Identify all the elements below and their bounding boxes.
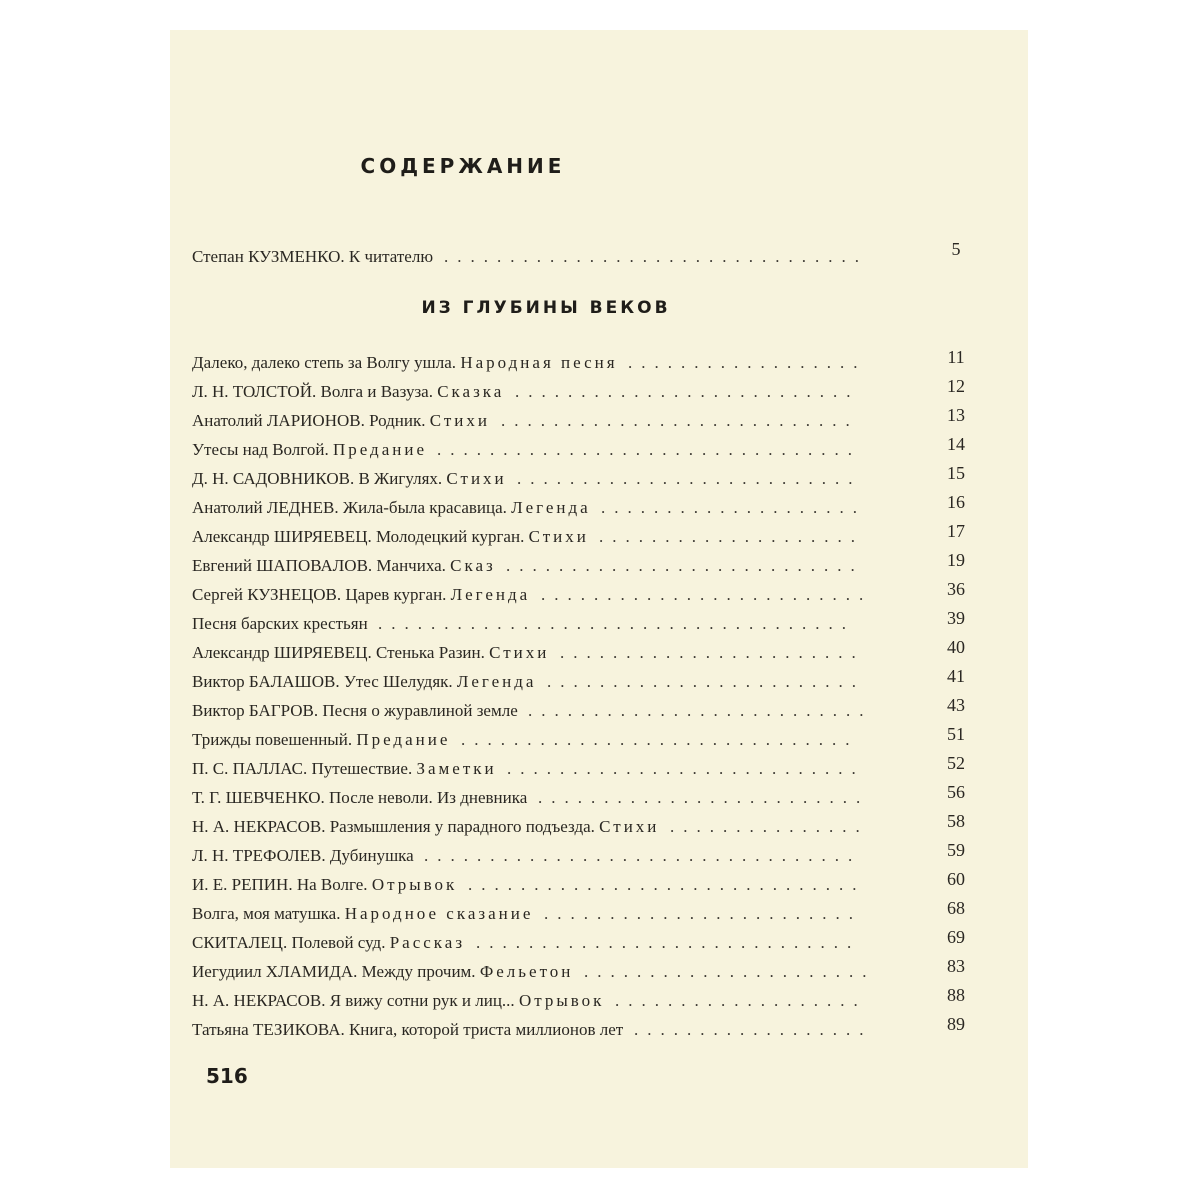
toc-entry (192, 898, 972, 927)
entry-genre: Фельетон (479, 962, 574, 981)
toc-entry-intro (192, 239, 972, 270)
entry-text (192, 901, 533, 927)
leader-dots: ................................ (437, 440, 861, 459)
toc-entry (192, 782, 972, 811)
toc-entry (192, 405, 972, 434)
entry-genre: Стихи (599, 817, 660, 836)
entry-page-number: 11 (947, 347, 965, 367)
entry-page-number: 56 (947, 782, 965, 802)
entry-page-number: 16 (947, 492, 965, 512)
entry-text (192, 379, 504, 405)
entry-page-number: 52 (947, 753, 965, 773)
entry-author: Д. Н. САДОВНИКОВ. (192, 469, 355, 488)
entry-text (192, 814, 659, 840)
leader-dots: ......................... (538, 788, 870, 807)
entry-work: Молодецкий курган. (375, 527, 525, 546)
entry-work: Родник. (369, 411, 426, 430)
toc-entry (192, 840, 972, 869)
leader-dots: .................... (601, 498, 866, 517)
entry-author: П. С. ПАЛЛАС. (192, 759, 308, 778)
entry-work: Книга, которой триста миллионов лет (348, 1020, 624, 1039)
toc-entry (192, 666, 972, 695)
leader-dots: .................... (599, 527, 864, 546)
toc-entry (192, 347, 972, 376)
entry-page-number: 14 (947, 434, 965, 454)
toc-entry (192, 956, 972, 985)
entry-work: Жила-была красавица. (342, 498, 507, 517)
entry-page-number: 58 (947, 811, 965, 831)
entry-text (192, 582, 530, 608)
entry-text (192, 959, 573, 985)
entry-work: Трижды повешенный. (192, 730, 353, 749)
page-title: СОДЕРЖАНИЕ (360, 154, 566, 178)
leader-dots: ........................... (501, 411, 859, 430)
entry-page-number: 39 (947, 608, 965, 628)
entry-text (192, 988, 604, 1014)
entry-author: Александр ШИРЯЕВЕЦ. (192, 527, 372, 546)
entry-text (192, 437, 427, 463)
entry-work: После неволи. Из дневника (329, 788, 528, 807)
entry-genre: Стихи (446, 469, 507, 488)
entry-page-number: 12 (947, 376, 965, 396)
entry-genre: Стихи (489, 643, 550, 662)
entry-author: Т. Г. ШЕВЧЕНКО. (192, 788, 325, 807)
entry-text (192, 872, 457, 898)
entry-genre: Отрывок (371, 875, 458, 894)
entry-work: На Волге. (296, 875, 368, 894)
entry-page-number: 13 (947, 405, 965, 425)
entry-author: Александр ШИРЯЕВЕЦ. (192, 643, 372, 662)
entry-text (192, 495, 591, 521)
entry-genre: Легенда (511, 498, 591, 517)
entry-author: Л. Н. ТОЛСТОЙ. (192, 382, 317, 401)
entry-genre: Народная песня (460, 353, 618, 372)
entry-work: Волга и Вазуза. (320, 382, 433, 401)
toc-entry (192, 376, 972, 405)
entry-work: Волга, моя матушка. (192, 904, 341, 923)
entry-text (192, 524, 589, 550)
entry-author: Н. А. НЕКРАСОВ. (192, 817, 326, 836)
entry-page-number: 51 (947, 724, 965, 744)
entry-author: СКИТАЛЕЦ. (192, 933, 288, 952)
leader-dots: ....................... (560, 643, 865, 662)
entry-author: Анатолий ЛЕДНЕВ. (192, 498, 339, 517)
entry-work: Между прочим. (361, 962, 476, 981)
leader-dots: .......................... (528, 701, 873, 720)
entry-page-number: 15 (947, 463, 965, 483)
toc-entry (192, 985, 972, 1014)
entry-work: Дубинушка (329, 846, 414, 865)
entry-page-number: 41 (947, 666, 965, 686)
entry-author: Иегудиил ХЛАМИДА. (192, 962, 358, 981)
entry-author: Сергей КУЗНЕЦОВ. (192, 585, 342, 604)
leader-dots: ................................. (424, 846, 862, 865)
leader-dots: .............................. (468, 875, 866, 894)
entry-work: Утес Шелудяк. (343, 672, 453, 691)
entry-page-number: 89 (947, 1014, 965, 1034)
toc-entry (192, 463, 972, 492)
entry-work: К читателю (348, 247, 434, 266)
toc-entry (192, 434, 972, 463)
entry-page-number: 59 (947, 840, 965, 860)
entry-work: Песня о журавлиной земле (322, 701, 518, 720)
toc-entry (192, 637, 972, 666)
toc-entry (192, 492, 972, 521)
leader-dots: .......................... (517, 469, 862, 488)
entry-text (192, 553, 496, 579)
toc-entry (192, 579, 972, 608)
entry-genre: Отрывок (518, 991, 605, 1010)
entry-work: Манчиха. (376, 556, 446, 575)
leader-dots: ........................ (547, 672, 865, 691)
entry-work: Царев курган. (345, 585, 447, 604)
entry-page-number: 36 (947, 579, 965, 599)
entry-genre: Стихи (528, 527, 589, 546)
entry-genre: Сказ (450, 556, 496, 575)
entry-text (192, 785, 527, 811)
entry-author: Анатолий ЛАРИОНОВ. (192, 411, 365, 430)
leader-dots: ......................... (541, 585, 873, 604)
entry-page-number: 69 (947, 927, 965, 947)
entry-page-number: 19 (947, 550, 965, 570)
page-folio: 516 (206, 1064, 248, 1088)
entry-text (192, 408, 490, 434)
entry-author: И. Е. РЕПИН. (192, 875, 293, 894)
leader-dots: .................................... (378, 614, 855, 633)
entry-page-number: 17 (947, 521, 965, 541)
entry-page-number: 40 (947, 637, 965, 657)
leader-dots: ........................ (544, 904, 862, 923)
toc-entry (192, 753, 972, 782)
entry-genre: Рассказ (389, 933, 466, 952)
entry-text (192, 640, 549, 666)
entry-page-number: 43 (947, 695, 965, 715)
entry-page-number: 88 (947, 985, 965, 1005)
leader-dots: .................. (634, 1020, 873, 1039)
toc-entry (192, 724, 972, 753)
entry-genre: Заметки (416, 759, 497, 778)
entry-author: Л. Н. ТРЕФОЛЕВ. (192, 846, 326, 865)
entry-text (192, 930, 465, 956)
entry-work: Песня барских крестьян (192, 614, 368, 633)
entry-text (192, 1017, 623, 1043)
leader-dots: .............................. (461, 730, 859, 749)
entry-text (192, 669, 536, 695)
leader-dots: ................... (615, 991, 867, 1010)
leader-dots: ........................... (507, 759, 865, 778)
entry-author: Татьяна ТЕЗИКОВА. (192, 1020, 345, 1039)
entry-text (192, 698, 518, 724)
entry-work: Далеко, далеко степь за Волгу ушла. (192, 353, 457, 372)
toc-entry (192, 927, 972, 956)
entry-genre: Предание (332, 440, 427, 459)
entry-genre: Стихи (429, 411, 491, 430)
entry-author: Н. А. НЕКРАСОВ. (192, 991, 326, 1010)
entry-text (192, 350, 618, 376)
leader-dots: .................. (628, 353, 867, 372)
entry-page-number: 83 (947, 956, 965, 976)
entry-text (192, 244, 433, 270)
leader-dots: .......................... (515, 382, 860, 401)
entry-genre: Сказка (437, 382, 505, 401)
entry-work: Полевой суд. (291, 933, 386, 952)
entry-genre: Предание (356, 730, 451, 749)
toc-entry (192, 811, 972, 840)
entry-text (192, 611, 368, 637)
entry-page-number: 60 (947, 869, 965, 889)
entry-work: В Жигулях. (358, 469, 443, 488)
entry-page-number: 5 (951, 239, 961, 259)
entry-text (192, 843, 414, 869)
entry-work: Я вижу сотни рук и лиц... (329, 991, 515, 1010)
toc-entry (192, 608, 972, 637)
entry-work: Путешествие. (311, 759, 413, 778)
section-title: ИЗ ГЛУБИНЫ ВЕКОВ (421, 298, 671, 318)
entry-genre: Народное сказание (344, 904, 534, 923)
entry-author: Виктор БАГРОВ. (192, 701, 319, 720)
entry-work: Стенька Разин. (375, 643, 485, 662)
toc-entry (192, 1014, 972, 1043)
toc-entry (192, 869, 972, 898)
leader-dots: ........................... (506, 556, 864, 575)
toc-entry (192, 521, 972, 550)
entry-text (192, 466, 507, 492)
leader-dots: ............... (670, 817, 869, 836)
entry-page-number: 68 (947, 898, 965, 918)
entry-text (192, 727, 450, 753)
leader-dots: ............................. (476, 933, 861, 952)
entry-genre: Легенда (456, 672, 537, 691)
entry-author: Евгений ШАПОВАЛОВ. (192, 556, 373, 575)
entry-text (192, 756, 497, 782)
entry-work: Утесы над Волгой. (192, 440, 329, 459)
entry-author: Степан КУЗМЕНКО. (192, 247, 345, 266)
entry-work: Размышления у парадного подъезда. (329, 817, 595, 836)
entry-author: Виктор БАЛАШОВ. (192, 672, 340, 691)
leader-dots: ................................ (444, 247, 868, 266)
entry-genre: Легенда (450, 585, 531, 604)
toc-entry (192, 550, 972, 579)
leader-dots: ...................... (584, 962, 876, 981)
toc-entry (192, 695, 972, 724)
